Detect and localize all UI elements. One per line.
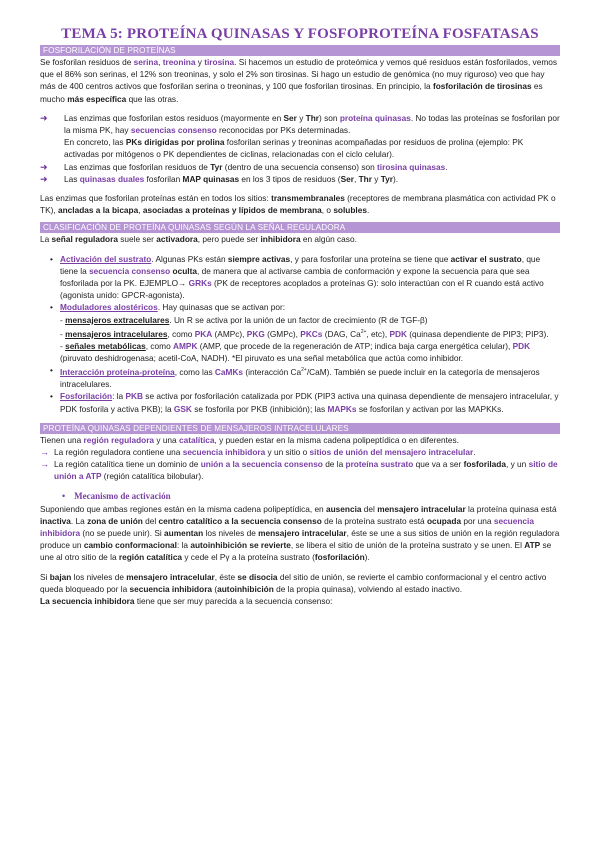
list-item: • Fosforilación: la PKB se activa por fosforilación catalizada por PDK (PIP3 activa una quinasa dependiente de mensajero intracelular, y PDK fosforila y activa PKB); la GSK se fosforila por PKB (inhibición); las MAPKs se fosforilan y activan por las MAPKKs. <box>50 391 559 414</box>
section-header-clasificacion: CLASIFICACIÓN DE PROTEÍNA QUINASAS SEGÚN LA SEÑAL REGULADORA <box>40 222 560 233</box>
arrow-icon: ➜ <box>40 112 48 123</box>
list-item: • Moduladores alostéricos. Hay quinasas que se activan por: - mensajeros extracelulares. Un R se activa por la unión de un factor de crecimiento (R de TGF-β) - mensajeros intracelulares, como PKA (AMPc), PKG (GMPc), PKCs (DAG, $Ca^{2+}$, etc), PDK (quinasa dependiente de PIP3; PIP3). - señales metabólicas, como AMPK (AMP, que procede de la regeneración de ATP; indica baja carga energética celular), PDK (piruvato deshidrogenasa; acetil-CoA, NADH). *El piruvato es una señal metabólica que actúa como inhibidor. <box>50 302 549 364</box>
section-header-mensajeros: PROTEÍNA QUINASAS DEPENDIENTES DE MENSAJEROS INTRACELULARES <box>40 423 560 434</box>
list-item: • Activación del sustrato. Algunas PKs están siempre activas, y para fosforilar una proteína se tiene que activar el sustrato, que tiene la secuencia consenso oculta, de manera que al activarse cambia de conformación y expone la secuencia para que sea fosforilada por la PK. EJEMPLO→ GRKs (PK de receptores acoplados a proteínas G): solo interactúan con el R cuando está activo (agonista unido: GPCR-agonista). <box>50 253 544 301</box>
list-item: → La región catalítica tiene un dominio de unión a la secuencia consenso de la proteína sustrato que va a ser fosforilada, y un sitio de unión a ATP (región catalítica bilobular). <box>40 459 558 482</box>
list-item: • Interacción proteína-proteína, como las CaMKs (interacción $Ca^{2+}/CaM$). También se puede incluir en la categoría de mensajeros intracelulares. <box>50 365 540 390</box>
page-title: TEMA 5: PROTEÍNA QUINASAS Y FOSFOPROTEÍNA FOSFATASAS <box>61 26 539 42</box>
list-item: → La región reguladora contiene una secuencia inhibidora y un sitio o sitios de unión del mensajero intracelular. <box>40 447 476 458</box>
arrow-icon: → <box>40 459 49 470</box>
arrow-icon: ➜ <box>40 161 48 172</box>
paragraph: La señal reguladora suele ser activadora, pero puede ser inhibidora en algún caso. <box>40 234 357 245</box>
paragraph: Las enzimas que fosforilan proteínas están en todos los sitios: transmembranales (receptores de membrana plasmática con actividad PK o TK), ancladas a la bicapa, asociadas a proteínas y lípidos de membrana, o solubles. <box>40 193 556 216</box>
list-item: ➜ Las enzimas que fosforilan estos residuos (mayormente en Ser y Thr) son proteína quinasas. No todas las proteínas se fosforilan por la misma PK, hay secuencias consenso reconocidas por PKs determinadas. En concreto, las PKs dirigidas por prolina fosforilan serinas y treoninas acompañadas por residuos de prolina (ejemplo: PK activadas por mitógenos o PK dependientes de ciclinas, relacionadas con el ciclo celular). <box>40 112 560 160</box>
arrow-icon: ➜ <box>40 173 48 184</box>
list-item: ➜ Las enzimas que fosforilan residuos de Tyr (dentro de una secuencia consenso) son tirosina quinasas. <box>40 161 448 172</box>
section-header-fosforilacion: FOSFORILACIÓN DE PROTEÍNAS <box>40 45 560 56</box>
paragraph: Suponiendo que ambas regiones están en la misma cadena polipeptídica, en ausencia del mensajero intracelular la proteína quinasa está inactiva. La zona de unión del centro catalítico a la secuencia consenso de la proteína sustrato está ocupada por una secuencia inhibidora (no se puede unir). Si aumentan los niveles de mensajero intracelular, éste se une a sus sitios de unión en la región reguladora produce un cambio conformacional: la autoinhibición se revierte, se libera el sitio de unión de la proteína sustrato y se unen. El ATP se une al otro sitio de la región catalítica y cede el Pγ a la proteína sustrato (fosforilación). <box>40 503 560 563</box>
paragraph: Se fosforilan residuos de serina, treonina y tirosina. Si hacemos un estudio de proteómica y vemos qué residuos están fosforilados, vemos que el 86% son serinas, el 12% son treoninas, y solo el 2% son tirosinas. Si hago un estudio de genómica (no muy riguroso) veo que hay más de 400 centros activos que fosforilan serina o treoninas, y 100 que fosforilan tirosinas. En principio, la fosforilación de tirosinas es mucho más específica que las otras. <box>40 57 557 104</box>
list-item: ➜ Las quinasas duales fosforilan MAP quinasas en los 3 tipos de residuos (Ser, Thr y Tyr). <box>40 173 399 184</box>
subheading: • Mecanismo de activación <box>62 490 171 501</box>
paragraph: Si bajan los niveles de mensajero intracelular, éste se disocia del sitio de unión, se revierte el cambio conformacional y el centro activo queda bloqueado por la secuencia inhibidora (autoinhibición de la propia quinasa), volviendo al estado inactivo. La secuencia inhibidora tiene que ser muy parecida a la secuencia consenso: <box>40 571 547 607</box>
paragraph: Tienen una región reguladora y una catalítica, y pueden estar en la misma cadena polipeptídica o en diferentes. <box>40 434 459 445</box>
arrow-icon: → <box>40 447 49 458</box>
